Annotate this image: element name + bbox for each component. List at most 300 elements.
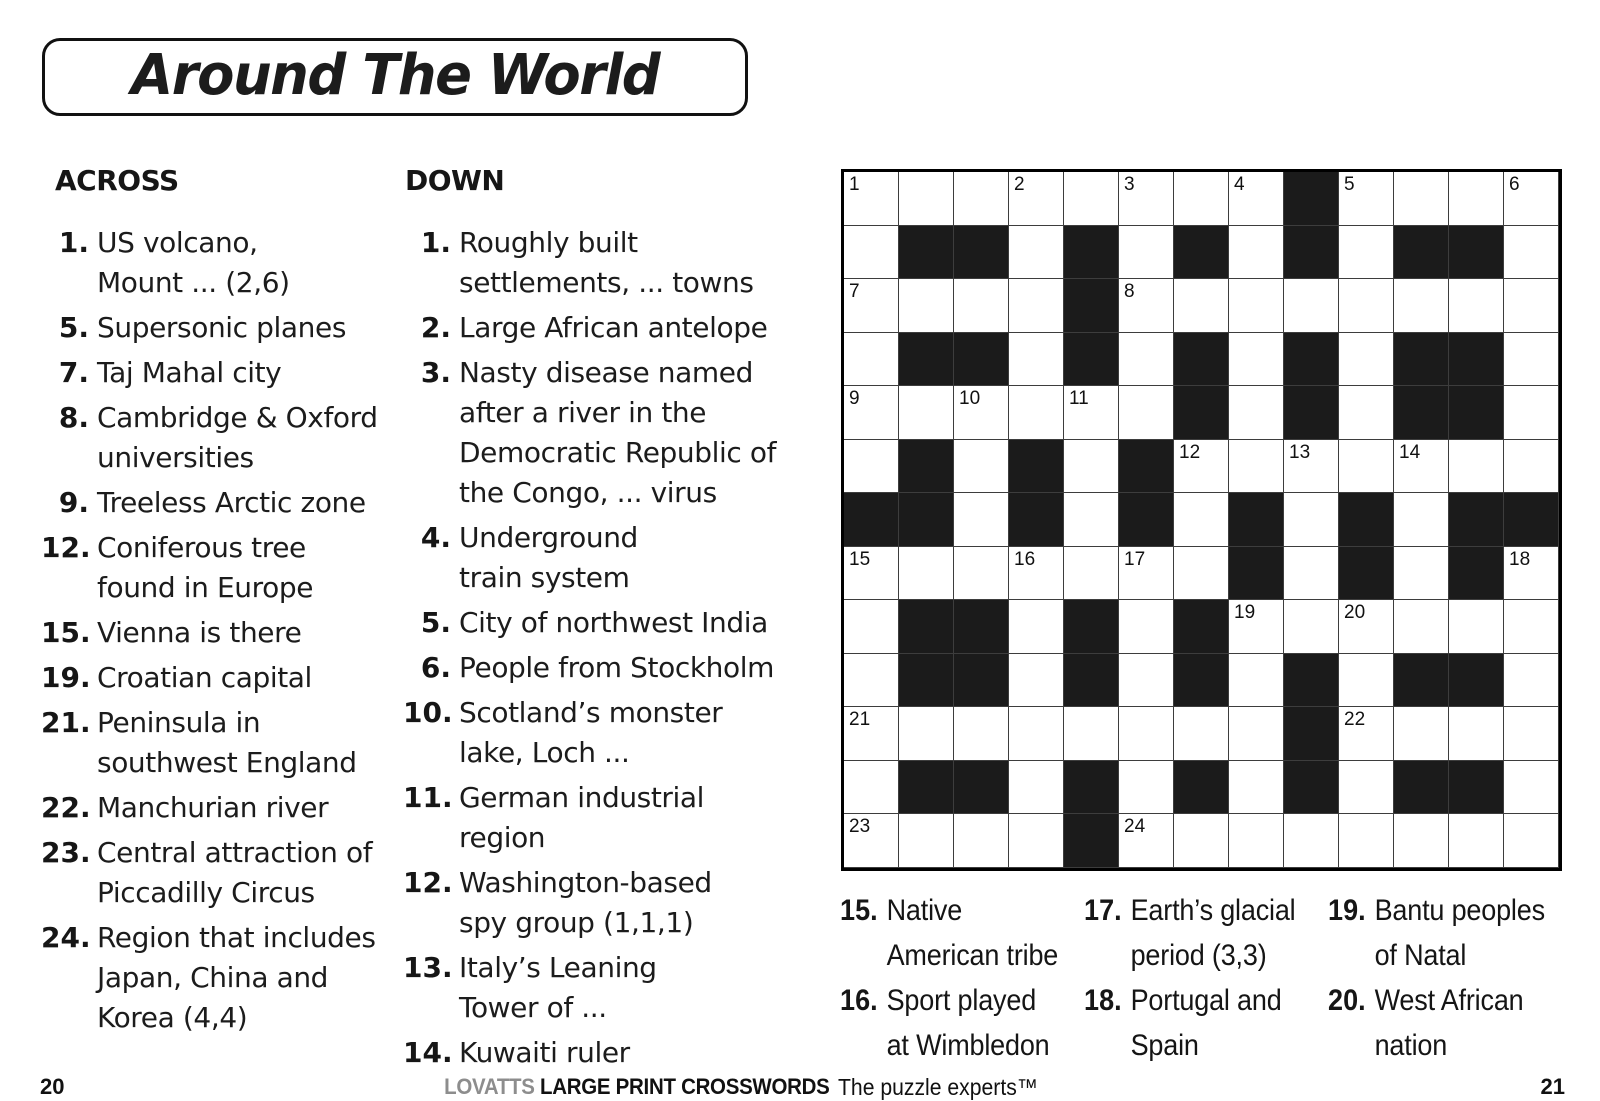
clue-line: universities bbox=[97, 441, 254, 474]
grid-cell-r3c7[interactable] bbox=[1174, 279, 1229, 333]
grid-cell-black-r9c5 bbox=[1064, 600, 1119, 654]
grid-cell-r4c8[interactable] bbox=[1229, 333, 1284, 387]
clue-text bbox=[887, 978, 1050, 1068]
grid-cell-r4c13[interactable] bbox=[1504, 333, 1559, 387]
grid-cell-black-r6c2 bbox=[899, 440, 954, 494]
grid-cell-r1c4[interactable] bbox=[1009, 172, 1064, 226]
grid-cell-black-r5c7 bbox=[1174, 386, 1229, 440]
grid-cell-r1c12[interactable] bbox=[1449, 172, 1504, 226]
cell-number: 4 bbox=[1234, 174, 1245, 195]
clue-number: 15. bbox=[41, 616, 91, 649]
grid-cell-r6c1[interactable] bbox=[844, 440, 899, 494]
grid-cell-r13c3[interactable] bbox=[954, 814, 1009, 868]
clue-line: Manchurian river bbox=[97, 791, 329, 824]
grid-cell-black-r10c11 bbox=[1394, 654, 1449, 708]
grid-cell-r11c4[interactable] bbox=[1009, 707, 1064, 761]
clue-line: Kuwaiti ruler bbox=[459, 1036, 630, 1069]
clue bbox=[1082, 888, 1295, 978]
clue-number: 23. bbox=[41, 836, 91, 869]
grid-cell-r5c5[interactable] bbox=[1064, 386, 1119, 440]
grid-cell-black-r4c3 bbox=[954, 333, 1009, 387]
clue-line: lake, Loch ... bbox=[459, 736, 630, 769]
clue-text bbox=[97, 703, 357, 783]
across-header: ACROSS bbox=[55, 164, 179, 197]
grid-cell-black-r5c12 bbox=[1449, 386, 1504, 440]
grid-cell-r5c1[interactable] bbox=[844, 386, 899, 440]
grid-cell-r5c13[interactable] bbox=[1504, 386, 1559, 440]
clue-number: 21. bbox=[41, 706, 91, 739]
cell-number: 18 bbox=[1509, 548, 1531, 570]
clue-line: German industrial bbox=[459, 781, 705, 814]
clue bbox=[41, 918, 376, 1038]
grid-cell-r4c1[interactable] bbox=[844, 333, 899, 387]
grid-cell-r12c4[interactable] bbox=[1009, 761, 1064, 815]
grid-cell-black-r4c9 bbox=[1284, 333, 1339, 387]
clue-text bbox=[459, 948, 657, 1028]
grid-cell-r9c11[interactable] bbox=[1394, 600, 1449, 654]
down-clue-list bbox=[403, 223, 803, 1073]
clue-line: Large African antelope bbox=[459, 311, 768, 344]
clue bbox=[41, 703, 371, 783]
grid-cell-r5c10[interactable] bbox=[1339, 386, 1394, 440]
clue-number: 1. bbox=[58, 226, 89, 259]
clue-number: 13. bbox=[403, 951, 453, 984]
clue-line: Democratic Republic of bbox=[459, 436, 777, 469]
grid-cell-r6c3[interactable] bbox=[954, 440, 1009, 494]
grid-cell-r12c6[interactable] bbox=[1119, 761, 1174, 815]
clue-line: settlements, ... towns bbox=[459, 266, 754, 299]
cell-number: 22 bbox=[1344, 709, 1366, 730]
grid-cell-black-r7c4 bbox=[1009, 493, 1064, 547]
clue bbox=[41, 353, 371, 393]
grid-cell-r7c11[interactable] bbox=[1394, 493, 1449, 547]
clue-text bbox=[97, 483, 366, 523]
grid-cell-r3c4[interactable] bbox=[1009, 279, 1064, 333]
grid-cell-r1c2[interactable] bbox=[899, 172, 954, 226]
cell-number: 20 bbox=[1344, 602, 1366, 623]
clue-text bbox=[97, 398, 378, 478]
grid-cell-r3c12[interactable] bbox=[1449, 279, 1504, 333]
clue-line: Japan, China and bbox=[97, 961, 329, 994]
grid-cell-r13c9[interactable] bbox=[1284, 814, 1339, 868]
clue-number: 5. bbox=[58, 311, 89, 344]
grid-cell-black-r4c7 bbox=[1174, 333, 1229, 387]
grid-cell-black-r3c5 bbox=[1064, 279, 1119, 333]
grid-cell-r1c11[interactable] bbox=[1394, 172, 1449, 226]
grid-cell-r13c10[interactable] bbox=[1339, 814, 1394, 868]
puzzle-title-box bbox=[42, 38, 748, 116]
grid-cell-black-r4c2 bbox=[899, 333, 954, 387]
grid-cell-r2c13[interactable] bbox=[1504, 226, 1559, 280]
grid-cell-r13c11[interactable] bbox=[1394, 814, 1449, 868]
clue bbox=[41, 483, 371, 523]
clue-line: period (3,3) bbox=[1130, 939, 1267, 972]
clue-line: Cambridge & Oxford bbox=[97, 401, 378, 434]
grid-cell-r1c1[interactable] bbox=[844, 172, 899, 226]
grid-cell-r1c10[interactable] bbox=[1339, 172, 1394, 226]
clue-text bbox=[1131, 978, 1282, 1068]
grid-cell-r3c13[interactable] bbox=[1504, 279, 1559, 333]
cell-number: 11 bbox=[1069, 388, 1089, 409]
grid-cell-r9c9[interactable] bbox=[1284, 600, 1339, 654]
clue-line: Croatian capital bbox=[97, 661, 312, 694]
cell-number: 5 bbox=[1344, 174, 1355, 195]
grid-cell-r3c11[interactable] bbox=[1394, 279, 1449, 333]
grid-cell-black-r9c3 bbox=[954, 600, 1009, 654]
clue bbox=[41, 528, 371, 608]
grid-cell-r6c8[interactable] bbox=[1229, 440, 1284, 494]
grid-cell-black-r12c7 bbox=[1174, 761, 1229, 815]
grid-cell-r8c4[interactable] bbox=[1009, 547, 1064, 601]
grid-cell-r11c10[interactable] bbox=[1339, 707, 1394, 761]
cell-number: 3 bbox=[1124, 174, 1135, 195]
grid-cell-r9c4[interactable] bbox=[1009, 600, 1064, 654]
cell-number: 16 bbox=[1014, 548, 1036, 570]
grid-cell-black-r13c5 bbox=[1064, 814, 1119, 868]
grid-cell-r13c4[interactable] bbox=[1009, 814, 1064, 868]
puzzle-title: Around The World bbox=[130, 42, 660, 108]
brand-series: LARGE PRINT CROSSWORDS bbox=[534, 1074, 830, 1099]
grid-cell-r10c13[interactable] bbox=[1504, 654, 1559, 708]
grid-cell-black-r7c13 bbox=[1504, 493, 1559, 547]
grid-cell-black-r12c2 bbox=[899, 761, 954, 815]
grid-cell-r3c9[interactable] bbox=[1284, 279, 1339, 333]
grid-cell-r11c12[interactable] bbox=[1449, 707, 1504, 761]
cell-number: 1 bbox=[849, 174, 860, 195]
grid-cell-r9c10[interactable] bbox=[1339, 600, 1394, 654]
grid-cell-r4c6[interactable] bbox=[1119, 333, 1174, 387]
grid-cell-r2c10[interactable] bbox=[1339, 226, 1394, 280]
clue-text bbox=[459, 308, 767, 348]
clue-line: the Congo, ... virus bbox=[459, 476, 717, 509]
grid-cell-r10c8[interactable] bbox=[1229, 654, 1284, 708]
grid-cell-r8c7[interactable] bbox=[1174, 547, 1229, 601]
clue bbox=[41, 788, 371, 828]
grid-cell-black-r8c10 bbox=[1339, 547, 1394, 601]
grid-cell-r11c8[interactable] bbox=[1229, 707, 1284, 761]
clue-text bbox=[459, 223, 754, 303]
clue bbox=[403, 1033, 803, 1073]
clue bbox=[838, 978, 1058, 1068]
clue-line: City of northwest India bbox=[459, 606, 768, 639]
grid-cell-black-r2c12 bbox=[1449, 226, 1504, 280]
grid-cell-black-r2c5 bbox=[1064, 226, 1119, 280]
clue-text bbox=[97, 833, 372, 913]
clue-line: Nasty disease named bbox=[459, 356, 753, 389]
clue-line: Washington-based bbox=[459, 866, 712, 899]
grid-cell-r4c10[interactable] bbox=[1339, 333, 1394, 387]
clue bbox=[1082, 978, 1295, 1068]
grid-cell-r9c6[interactable] bbox=[1119, 600, 1174, 654]
clue-text bbox=[97, 308, 346, 348]
clue-line: American tribe bbox=[886, 939, 1059, 972]
grid-cell-r3c10[interactable] bbox=[1339, 279, 1394, 333]
grid-cell-r1c5[interactable] bbox=[1064, 172, 1119, 226]
grid-cell-black-r2c11 bbox=[1394, 226, 1449, 280]
clue bbox=[41, 398, 378, 478]
grid-cell-black-r7c2 bbox=[899, 493, 954, 547]
grid-cell-r10c10[interactable] bbox=[1339, 654, 1394, 708]
grid-cell-black-r10c2 bbox=[899, 654, 954, 708]
grid-cell-r7c9[interactable] bbox=[1284, 493, 1339, 547]
grid-cell-r3c1[interactable] bbox=[844, 279, 899, 333]
clue-number: 18. bbox=[1084, 984, 1122, 1017]
grid-cell-r8c2[interactable] bbox=[899, 547, 954, 601]
clue-text bbox=[97, 223, 290, 303]
clue bbox=[403, 948, 803, 1028]
grid-cell-black-r2c9 bbox=[1284, 226, 1339, 280]
clue-line: Taj Mahal city bbox=[97, 356, 282, 389]
grid-cell-r6c13[interactable] bbox=[1504, 440, 1559, 494]
crossword-grid bbox=[841, 169, 1562, 871]
clue-number: 2. bbox=[420, 311, 451, 344]
grid-cell-r7c3[interactable] bbox=[954, 493, 1009, 547]
clue-line: Piccadilly Circus bbox=[97, 876, 315, 909]
clue-text bbox=[97, 918, 376, 1038]
grid-cell-r2c4[interactable] bbox=[1009, 226, 1064, 280]
grid-cell-r3c3[interactable] bbox=[954, 279, 1009, 333]
clue bbox=[403, 863, 803, 943]
clue-number: 24. bbox=[41, 921, 91, 954]
clue bbox=[41, 613, 371, 653]
cell-number: 10 bbox=[959, 388, 981, 409]
grid-cell-r5c3[interactable] bbox=[954, 386, 1009, 440]
clue-number: 12. bbox=[41, 531, 91, 564]
grid-cell-r11c11[interactable] bbox=[1394, 707, 1449, 761]
grid-cell-black-r10c12 bbox=[1449, 654, 1504, 708]
grid-cell-r13c1[interactable] bbox=[844, 814, 899, 868]
clue-line: Italy’s Leaning bbox=[459, 951, 657, 984]
grid-cell-r11c6[interactable] bbox=[1119, 707, 1174, 761]
clue-line: US volcano, bbox=[97, 226, 258, 259]
clue-number: 11. bbox=[403, 781, 453, 814]
grid-cell-black-r6c6 bbox=[1119, 440, 1174, 494]
clue bbox=[403, 603, 803, 643]
grid-cell-r6c7[interactable] bbox=[1174, 440, 1229, 494]
grid-cell-black-r11c9 bbox=[1284, 707, 1339, 761]
clue-line: People from Stockholm bbox=[459, 651, 775, 684]
brand-lovatts: LOVATTS bbox=[444, 1074, 535, 1099]
grid-cell-black-r7c6 bbox=[1119, 493, 1174, 547]
grid-cell-r2c6[interactable] bbox=[1119, 226, 1174, 280]
grid-cell-r1c8[interactable] bbox=[1229, 172, 1284, 226]
clue bbox=[403, 223, 803, 303]
grid-cell-r12c1[interactable] bbox=[844, 761, 899, 815]
clue-line: Supersonic planes bbox=[97, 311, 347, 344]
clue bbox=[403, 648, 803, 688]
grid-cell-black-r4c5 bbox=[1064, 333, 1119, 387]
grid-cell-r8c5[interactable] bbox=[1064, 547, 1119, 601]
clue-text bbox=[459, 353, 776, 513]
clue-text bbox=[459, 863, 712, 943]
page-number-left: 20 bbox=[40, 1074, 65, 1099]
grid-cell-r9c12[interactable] bbox=[1449, 600, 1504, 654]
clue-number: 10. bbox=[403, 696, 453, 729]
grid-cell-r8c11[interactable] bbox=[1394, 547, 1449, 601]
grid-cell-r9c8[interactable] bbox=[1229, 600, 1284, 654]
grid-cell-black-r12c3 bbox=[954, 761, 1009, 815]
grid-cell-black-r2c7 bbox=[1174, 226, 1229, 280]
grid-cell-r4c4[interactable] bbox=[1009, 333, 1064, 387]
grid-cell-r6c9[interactable] bbox=[1284, 440, 1339, 494]
grid-cell-r13c2[interactable] bbox=[899, 814, 954, 868]
grid-cell-black-r7c8 bbox=[1229, 493, 1284, 547]
clue-line: West African bbox=[1374, 984, 1524, 1017]
grid-cell-r13c8[interactable] bbox=[1229, 814, 1284, 868]
clue-text bbox=[887, 888, 1059, 978]
grid-cell-r11c2[interactable] bbox=[899, 707, 954, 761]
clue-line: Mount ... (2,6) bbox=[97, 266, 290, 299]
clue-text bbox=[1131, 888, 1296, 978]
grid-cell-black-r10c3 bbox=[954, 654, 1009, 708]
clue-line: after a river in the bbox=[459, 396, 707, 429]
grid-cell-r1c7[interactable] bbox=[1174, 172, 1229, 226]
clue bbox=[41, 658, 371, 698]
clue-line: spy group (1,1,1) bbox=[459, 906, 694, 939]
grid-cell-black-r9c7 bbox=[1174, 600, 1229, 654]
clue-number: 12. bbox=[403, 866, 453, 899]
grid-cell-r7c7[interactable] bbox=[1174, 493, 1229, 547]
grid-cell-black-r10c7 bbox=[1174, 654, 1229, 708]
grid-cell-black-r4c12 bbox=[1449, 333, 1504, 387]
grid-cell-r12c8[interactable] bbox=[1229, 761, 1284, 815]
clue-number: 19. bbox=[1328, 894, 1366, 927]
grid-cell-r13c13[interactable] bbox=[1504, 814, 1559, 868]
grid-cell-r7c5[interactable] bbox=[1064, 493, 1119, 547]
grid-cell-r5c2[interactable] bbox=[899, 386, 954, 440]
grid-cell-r11c5[interactable] bbox=[1064, 707, 1119, 761]
grid-cell-r1c6[interactable] bbox=[1119, 172, 1174, 226]
clue-number: 6. bbox=[420, 651, 451, 684]
down-header: DOWN bbox=[405, 164, 505, 197]
publisher-brand bbox=[444, 1074, 830, 1100]
clue bbox=[1326, 978, 1545, 1068]
cell-number: 7 bbox=[849, 281, 860, 302]
clue-text bbox=[459, 518, 638, 598]
grid-cell-black-r9c2 bbox=[899, 600, 954, 654]
cell-number: 17 bbox=[1124, 548, 1146, 570]
clue-line: Portugal and bbox=[1130, 984, 1282, 1017]
clue bbox=[403, 518, 803, 598]
bottom-clue-column-3 bbox=[1326, 888, 1545, 1068]
grid-cell-black-r7c12 bbox=[1449, 493, 1504, 547]
clue bbox=[403, 353, 803, 513]
grid-cell-r9c13[interactable] bbox=[1504, 600, 1559, 654]
clue-line: nation bbox=[1374, 1029, 1448, 1062]
page-number-right: 21 bbox=[1540, 1074, 1565, 1099]
grid-cell-r11c3[interactable] bbox=[954, 707, 1009, 761]
grid-cell-r11c7[interactable] bbox=[1174, 707, 1229, 761]
grid-cell-r5c4[interactable] bbox=[1009, 386, 1064, 440]
clue-line: Central attraction of bbox=[97, 836, 373, 869]
clue-line: Spain bbox=[1130, 1029, 1199, 1062]
grid-cell-r6c11[interactable] bbox=[1394, 440, 1449, 494]
publisher-tagline: The puzzle experts™ bbox=[838, 1074, 1038, 1100]
clue-number: 1. bbox=[420, 226, 451, 259]
clue-line: Bantu peoples bbox=[1374, 894, 1545, 927]
grid-cell-r6c12[interactable] bbox=[1449, 440, 1504, 494]
clue bbox=[403, 693, 803, 773]
grid-cell-r5c8[interactable] bbox=[1229, 386, 1284, 440]
clue-number: 14. bbox=[403, 1036, 453, 1069]
grid-cell-r10c1[interactable] bbox=[844, 654, 899, 708]
clue-line: Underground bbox=[459, 521, 638, 554]
grid-cell-r13c7[interactable] bbox=[1174, 814, 1229, 868]
grid-cell-r10c4[interactable] bbox=[1009, 654, 1064, 708]
clue-line: Treeless Arctic zone bbox=[97, 486, 366, 519]
clue-number: 5. bbox=[420, 606, 451, 639]
grid-cell-black-r4c11 bbox=[1394, 333, 1449, 387]
grid-cell-r13c12[interactable] bbox=[1449, 814, 1504, 868]
clue-line: found in Europe bbox=[97, 571, 314, 604]
cell-number: 8 bbox=[1124, 281, 1135, 302]
clue-number: 8. bbox=[58, 401, 89, 434]
grid-cell-r6c10[interactable] bbox=[1339, 440, 1394, 494]
grid-cell-r1c13[interactable] bbox=[1504, 172, 1559, 226]
clue-text bbox=[97, 353, 281, 393]
grid-cell-r8c1[interactable] bbox=[844, 547, 899, 601]
grid-cell-r3c8[interactable] bbox=[1229, 279, 1284, 333]
grid-cell-r12c10[interactable] bbox=[1339, 761, 1394, 815]
clue-number: 16. bbox=[840, 984, 878, 1017]
grid-cell-r5c6[interactable] bbox=[1119, 386, 1174, 440]
grid-cell-black-r1c9 bbox=[1284, 172, 1339, 226]
clue-text bbox=[459, 693, 722, 773]
clue-text bbox=[97, 788, 328, 828]
grid-cell-black-r12c12 bbox=[1449, 761, 1504, 815]
grid-cell-r2c1[interactable] bbox=[844, 226, 899, 280]
grid-cell-black-r2c3 bbox=[954, 226, 1009, 280]
grid-cell-black-r8c8 bbox=[1229, 547, 1284, 601]
grid-cell-black-r5c9 bbox=[1284, 386, 1339, 440]
cell-number: 6 bbox=[1509, 174, 1520, 195]
clue-text bbox=[97, 613, 301, 653]
grid-cell-r8c3[interactable] bbox=[954, 547, 1009, 601]
grid-cell-r11c1[interactable] bbox=[844, 707, 899, 761]
grid-cell-r10c6[interactable] bbox=[1119, 654, 1174, 708]
grid-cell-r1c3[interactable] bbox=[954, 172, 1009, 226]
clue-line: Korea (4,4) bbox=[97, 1001, 248, 1034]
clue-line: Peninsula in bbox=[97, 706, 261, 739]
clue-number: 19. bbox=[41, 661, 91, 694]
grid-cell-r8c13[interactable] bbox=[1504, 547, 1559, 601]
grid-cell-r3c2[interactable] bbox=[899, 279, 954, 333]
clue-text bbox=[1375, 978, 1524, 1068]
grid-cell-r12c13[interactable] bbox=[1504, 761, 1559, 815]
across-clue-list bbox=[41, 223, 378, 1038]
clue bbox=[403, 308, 803, 348]
clue-text bbox=[459, 1033, 630, 1073]
clue-number: 4. bbox=[420, 521, 451, 554]
clue bbox=[41, 308, 371, 348]
grid-cell-r9c1[interactable] bbox=[844, 600, 899, 654]
cell-number: 13 bbox=[1289, 441, 1311, 463]
clue-text bbox=[459, 603, 768, 643]
clue-line: Sport played bbox=[886, 984, 1037, 1017]
grid-cell-r8c6[interactable] bbox=[1119, 547, 1174, 601]
grid-cell-black-r12c11 bbox=[1394, 761, 1449, 815]
grid-cell-r6c5[interactable] bbox=[1064, 440, 1119, 494]
grid-cell-r8c9[interactable] bbox=[1284, 547, 1339, 601]
grid-cell-r13c6[interactable] bbox=[1119, 814, 1174, 868]
grid-cell-black-r7c10 bbox=[1339, 493, 1394, 547]
cell-number: 2 bbox=[1014, 174, 1025, 195]
grid-cell-r11c13[interactable] bbox=[1504, 707, 1559, 761]
clue-number: 22. bbox=[41, 791, 91, 824]
grid-cell-r3c6[interactable] bbox=[1119, 279, 1174, 333]
grid-cell-r2c8[interactable] bbox=[1229, 226, 1284, 280]
clue-line: Native bbox=[886, 894, 963, 927]
